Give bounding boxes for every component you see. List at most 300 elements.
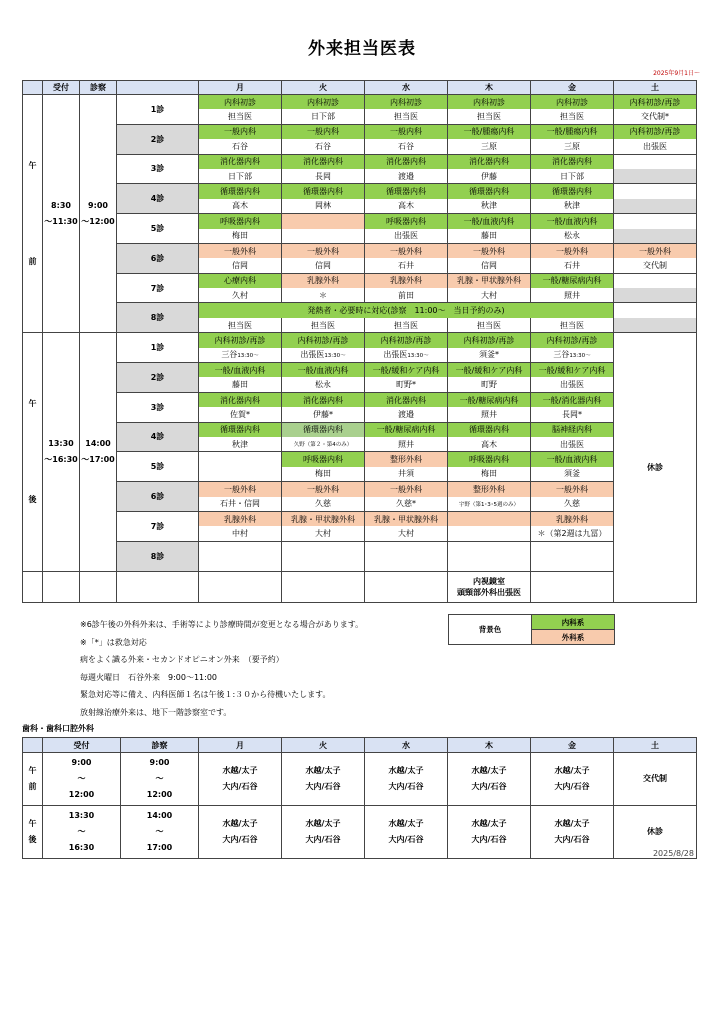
doctor-name: 担当医 <box>560 112 584 122</box>
dental-doctor-line: 水越/太子 <box>222 766 258 775</box>
doctor-name: 久慈 <box>564 499 580 509</box>
schedule-cell-doctor <box>282 109 365 124</box>
schedule-cell-dept: 一般/血液内科 <box>199 363 282 378</box>
reception-time-cell <box>43 333 80 571</box>
period-label: 後 <box>28 494 37 504</box>
schedule-cell-doctor <box>282 139 365 154</box>
schedule-cell-dept: 一般/血液内科 <box>531 452 614 467</box>
schedule-cell-dept: 一般/糖尿病内科 <box>448 392 531 407</box>
doctor-name: 渡邉 <box>398 409 414 419</box>
dental-doctor-line: 大内/石谷 <box>471 782 507 791</box>
schedule-cell-doctor <box>199 229 282 244</box>
doctor-name: 高木 <box>232 201 248 211</box>
extra-blank <box>199 571 282 602</box>
schedule-cell-dept <box>199 452 282 467</box>
legend-label: 背景色 <box>449 615 532 645</box>
slot-label: 3診 <box>117 392 199 422</box>
schedule-cell-doctor <box>531 109 614 124</box>
schedule-cell-doctor <box>531 348 614 363</box>
schedule-row-dept <box>23 184 697 199</box>
exam-time-cell <box>80 333 117 571</box>
doctor-name: 担当医 <box>394 112 418 122</box>
doctor-name: 藤田 <box>232 380 248 390</box>
doctor-name: 石谷 <box>232 141 248 151</box>
doctor-name: 伊藤* <box>313 409 333 419</box>
doctor-name: ＊（第2週は九冨） <box>537 529 607 539</box>
dental-doctors <box>199 753 282 806</box>
dental-header-wed: 水 <box>365 738 448 753</box>
schedule-cell-doctor <box>199 497 282 512</box>
schedule-cell-dept: 一般/緩和ケア内科 <box>448 363 531 378</box>
doctor-name: 出張医 <box>383 350 408 360</box>
schedule-cell-doctor <box>531 556 614 571</box>
issue-date: 2025/8/28 <box>652 849 694 858</box>
start-time: 13:30～ <box>237 353 259 360</box>
schedule-cell-dept <box>282 214 365 229</box>
schedule-row-dept <box>23 422 697 437</box>
dental-reception <box>43 806 121 859</box>
doctor-name: 出張医 <box>560 439 584 449</box>
schedule-cell-dept: 整形外科 <box>365 452 448 467</box>
extra-blank <box>531 571 614 602</box>
schedule-cell-dept: 整形外科 <box>448 482 531 497</box>
extra-blank <box>282 571 365 602</box>
dental-doctors <box>199 806 282 859</box>
doctor-name: 石井 <box>398 260 414 270</box>
doctor-name: 佐賀* <box>230 409 250 419</box>
dental-header-thu: 木 <box>448 738 531 753</box>
doctor-name: 梅田 <box>232 231 248 241</box>
schedule-cell-dept: 内科初診/再診 <box>199 333 282 348</box>
note-line: ※6診午後の外科外来は、手術等により診療時間が変更となる場合があります。 <box>80 620 364 629</box>
schedule-cell-dept: 一般外科 <box>531 243 614 258</box>
schedule-cell-doctor: 担当医 <box>531 318 614 333</box>
dental-reception-line: 9:00 <box>71 758 92 767</box>
doctor-name: 三谷 <box>221 350 238 360</box>
schedule-cell-doctor <box>365 467 448 482</box>
schedule-row-dept <box>23 452 697 467</box>
slot-label: 2診 <box>117 124 199 154</box>
doctor-name: 日下部 <box>560 171 584 181</box>
schedule-cell-dept: 循環器内科 <box>282 422 365 437</box>
schedule-cell-dept: 内科初診/再診 <box>614 95 697 110</box>
doctor-name: 秋津 <box>232 439 248 449</box>
doctor-name: 秋津 <box>564 201 580 211</box>
dental-doctor-line: 水越/太子 <box>554 766 590 775</box>
schedule-cell-doctor <box>531 288 614 303</box>
schedule-cell-dept <box>531 541 614 556</box>
dental-reception <box>43 753 121 806</box>
doctor-name: 石井 <box>564 260 580 270</box>
schedule-cell-doctor <box>531 229 614 244</box>
schedule-cell-dept: 乳腺外科 <box>531 511 614 526</box>
dental-doctors <box>448 753 531 806</box>
schedule-cell-doctor: 担当医 <box>199 318 282 333</box>
doctor-name: 照井 <box>398 439 414 449</box>
schedule-cell-dept <box>448 541 531 556</box>
dental-header-tue: 火 <box>282 738 365 753</box>
start-time: 13:30～ <box>324 353 346 360</box>
extra-blank <box>80 571 117 602</box>
schedule-row-dept <box>23 243 697 258</box>
doctor-name: 日下部 <box>228 171 252 181</box>
schedule-cell-doctor <box>448 556 531 571</box>
dental-doctor-line: 大内/石谷 <box>388 782 424 791</box>
schedule-cell-doctor <box>199 437 282 452</box>
schedule-cell-dept <box>365 541 448 556</box>
schedule-cell-dept: 循環器内科 <box>448 422 531 437</box>
schedule-cell-doctor <box>282 526 365 541</box>
schedule-cell-dept: 乳腺外科 <box>199 511 282 526</box>
schedule-cell-doctor <box>282 497 365 512</box>
schedule-cell-dept: 消化器内科 <box>199 392 282 407</box>
period-label: 午 <box>28 160 37 170</box>
schedule-cell-doctor <box>365 139 448 154</box>
note-line: 毎週火曜日 石谷外来 9:00～11:00 <box>80 672 218 682</box>
schedule-cell-doctor <box>365 348 448 363</box>
doctor-name: 交代制* <box>641 112 669 122</box>
schedule-cell-dept: 一般/腫瘍内科 <box>531 124 614 139</box>
exam-time-end: ～12:00 <box>81 216 115 226</box>
schedule-cell-doctor <box>199 139 282 154</box>
schedule-cell-dept <box>614 214 697 229</box>
schedule-cell-doctor <box>365 437 448 452</box>
schedule-cell-dept: 呼吸器内科 <box>365 214 448 229</box>
schedule-cell-doctor <box>199 258 282 273</box>
dental-doctors <box>365 806 448 859</box>
schedule-cell-doctor <box>365 258 448 273</box>
doctor-name: 石谷 <box>398 141 414 151</box>
doctor-name: 出張医 <box>394 231 418 241</box>
dental-header-row <box>23 738 697 753</box>
schedule-cell-dept: 一般/血液内科 <box>448 214 531 229</box>
dental-period-bottom: 後 <box>28 835 37 844</box>
schedule-cell-doctor <box>531 199 614 214</box>
header-wed: 水 <box>365 81 448 95</box>
schedule-cell-dept: 一般内科 <box>365 124 448 139</box>
extra-blank <box>43 571 80 602</box>
schedule-row-dept <box>23 333 697 348</box>
doctor-name: 藤田 <box>481 231 497 241</box>
schedule-cell-doctor <box>365 288 448 303</box>
doctor-name: 伊藤 <box>481 171 497 181</box>
dental-doctors <box>365 753 448 806</box>
doctor-name: 久慈 <box>315 499 331 509</box>
schedule-cell-dept: 呼吸器内科 <box>282 452 365 467</box>
dental-reception-line: ～ <box>77 827 86 836</box>
extra-blank <box>23 571 43 602</box>
doctor-name: 梅田 <box>315 469 331 479</box>
schedule-cell-doctor <box>448 377 531 392</box>
period-label: 午 <box>28 398 37 408</box>
doctor-name: 町野 <box>481 380 497 390</box>
reception-time-start: 8:30 <box>51 200 71 210</box>
schedule-cell-dept: 心療内科 <box>199 273 282 288</box>
schedule-row-dept <box>23 273 697 288</box>
schedule-cell-doctor: 担当医 <box>282 318 365 333</box>
schedule-cell-doctor <box>531 407 614 422</box>
dental-doctors <box>448 806 531 859</box>
header-reception: 受付 <box>43 81 80 95</box>
exam-time-start: 14:00 <box>85 438 111 448</box>
schedule-cell-doctor <box>199 556 282 571</box>
schedule-cell-dept <box>448 511 531 526</box>
schedule-cell-dept: 内科初診/再診 <box>448 333 531 348</box>
dental-reception-line: 12:00 <box>68 790 95 799</box>
dental-period <box>23 753 43 806</box>
schedule-cell-dept: 一般/緩和ケア内科 <box>531 363 614 378</box>
header-blank <box>23 81 43 95</box>
schedule-cell-dept: 乳腺・甲状腺外科 <box>448 273 531 288</box>
schedule-cell-dept: 一般/血液内科 <box>282 363 365 378</box>
schedule-cell-doctor <box>531 497 614 512</box>
schedule-cell-dept: 循環器内科 <box>448 184 531 199</box>
dental-exam-line: 12:00 <box>146 790 173 799</box>
dental-header-sat: 土 <box>614 738 697 753</box>
dental-exam-line: 17:00 <box>146 843 173 852</box>
schedule-cell-dept: 一般/消化器内科 <box>531 392 614 407</box>
doctor-name: 秋津 <box>481 201 497 211</box>
schedule-cell-doctor: 担当医 <box>448 318 531 333</box>
schedule-cell-doctor: 担当医 <box>365 318 448 333</box>
schedule-cell-doctor <box>282 437 365 452</box>
doctor-name: 梅田 <box>481 469 497 479</box>
dental-row <box>23 753 697 806</box>
ent-doctor-label: 頭頸部外科出張医 <box>457 587 521 597</box>
dental-period-top: 午 <box>28 766 37 775</box>
schedule-cell-doctor <box>365 497 448 512</box>
endoscopy-cell <box>448 571 531 602</box>
doctor-name: 三原 <box>481 141 497 151</box>
exam-time-end: ～17:00 <box>81 454 115 464</box>
schedule-row-dept <box>23 511 697 526</box>
schedule-row-dept <box>23 363 697 378</box>
start-time: 13:30～ <box>569 353 591 360</box>
dental-reception-line: 16:30 <box>68 843 95 852</box>
dental-saturday: 休診 <box>614 806 697 859</box>
schedule-cell-doctor <box>365 109 448 124</box>
doctor-name: 久村 <box>232 290 248 300</box>
doctor-name: 久野（第２・第4のみ） <box>293 442 353 449</box>
slot-label: 4診 <box>117 422 199 452</box>
schedule-cell-doctor <box>448 288 531 303</box>
schedule-cell-dept <box>282 541 365 556</box>
schedule-row-dept <box>23 154 697 169</box>
schedule-cell-dept: 乳腺・甲状腺外科 <box>365 511 448 526</box>
dental-header-fri: 金 <box>531 738 614 753</box>
schedule-cell-doctor <box>448 407 531 422</box>
dental-exam-line: ～ <box>155 774 164 783</box>
schedule-cell-doctor <box>448 229 531 244</box>
notes <box>80 616 363 722</box>
period-cell <box>23 333 43 571</box>
schedule-cell-doctor <box>614 229 697 244</box>
schedule-cell-dept <box>614 303 697 318</box>
schedule-cell-doctor <box>365 526 448 541</box>
dental-header-reception: 受付 <box>43 738 121 753</box>
dental-doctor-line: 大内/石谷 <box>305 835 341 844</box>
schedule-cell-doctor <box>282 169 365 184</box>
schedule-cell-doctor <box>282 467 365 482</box>
header-row <box>23 81 697 95</box>
doctor-name: 高木 <box>398 201 414 211</box>
doctor-name: 出張医 <box>643 141 667 151</box>
schedule-row-dept <box>23 482 697 497</box>
start-time: 13:30～ <box>407 353 429 360</box>
doctor-name: 照井 <box>564 290 580 300</box>
dental-doctors <box>282 753 365 806</box>
schedule-cell-doctor <box>199 169 282 184</box>
doctor-name: 石谷 <box>315 141 331 151</box>
outpatient-schedule-table <box>22 80 697 603</box>
schedule-cell-dept: 内科初診 <box>531 95 614 110</box>
schedule-cell-dept: 内科初診 <box>448 95 531 110</box>
note-line: ※「*」は救急対応 <box>80 637 147 647</box>
slot-label: 1診 <box>117 333 199 363</box>
schedule-cell-dept: 内科初診/再診 <box>614 124 697 139</box>
doctor-name: 松永 <box>564 231 580 241</box>
exam-time-cell <box>80 95 117 333</box>
schedule-cell-dept: 一般外科 <box>614 243 697 258</box>
schedule-cell-doctor <box>448 139 531 154</box>
schedule-cell-dept: 循環器内科 <box>199 184 282 199</box>
reception-time-end: ～16:30 <box>44 454 78 464</box>
schedule-cell-dept: 循環器内科 <box>199 422 282 437</box>
schedule-cell-doctor <box>199 109 282 124</box>
schedule-cell-doctor <box>448 109 531 124</box>
doctor-name: 担当医 <box>228 112 252 122</box>
schedule-cell-doctor <box>531 169 614 184</box>
extra-blank <box>365 571 448 602</box>
schedule-cell-doctor <box>614 139 697 154</box>
schedule-cell-doctor <box>448 526 531 541</box>
exam-time-start: 9:00 <box>88 200 108 210</box>
color-legend <box>448 614 615 645</box>
doctor-name: 宇野（第1･3･5週のみ） <box>459 501 519 508</box>
schedule-cell-dept: 循環器内科 <box>531 184 614 199</box>
doctor-name: 担当医 <box>477 112 501 122</box>
schedule-cell-dept: 消化器内科 <box>531 154 614 169</box>
schedule-cell-doctor <box>199 288 282 303</box>
dental-doctor-line: 大内/石谷 <box>471 835 507 844</box>
schedule-cell-doctor <box>199 348 282 363</box>
header-exam: 診察 <box>80 81 117 95</box>
schedule-cell-dept: 一般/糖尿病内科 <box>365 422 448 437</box>
schedule-cell-dept: 消化器内科 <box>365 154 448 169</box>
endoscopy-label: 内視鏡室 <box>473 576 505 586</box>
doctor-name: 三谷 <box>553 350 570 360</box>
dental-exam-line: 9:00 <box>149 758 170 767</box>
reception-time-cell <box>43 95 80 333</box>
schedule-cell-doctor <box>448 467 531 482</box>
schedule-cell-dept: 消化器内科 <box>199 154 282 169</box>
schedule-cell-doctor <box>282 258 365 273</box>
legend-surgical: 外科系 <box>532 630 615 645</box>
schedule-cell-dept: 消化器内科 <box>282 392 365 407</box>
doctor-name: 渡邉 <box>398 171 414 181</box>
slot-label: 5診 <box>117 452 199 482</box>
schedule-cell-dept: 乳腺・甲状腺外科 <box>282 511 365 526</box>
schedule-cell-doctor <box>614 288 697 303</box>
doctor-name: 中村 <box>232 529 248 539</box>
schedule-row-dept <box>23 124 697 139</box>
doctor-name: 出張医 <box>300 350 325 360</box>
page-title: 外来担当医表 <box>308 39 416 59</box>
schedule-cell-doctor <box>531 258 614 273</box>
note-line: 病をよく識る外来・セカンドオピニオン外来 （要予約） <box>80 655 284 665</box>
schedule-cell-doctor <box>614 258 697 273</box>
schedule-cell-doctor <box>448 199 531 214</box>
schedule-cell-dept: 脳神経内科 <box>531 422 614 437</box>
schedule-cell-doctor <box>448 497 531 512</box>
schedule-cell-doctor <box>199 407 282 422</box>
schedule-cell-doctor <box>614 199 697 214</box>
dental-doctor-line: 水越/太子 <box>388 819 424 828</box>
doctor-name: 大村 <box>398 529 414 539</box>
dental-doctors <box>282 806 365 859</box>
doctor-name: 大村 <box>315 529 331 539</box>
doctor-name: 交代制 <box>643 260 667 270</box>
doctor-name: 照井 <box>481 409 497 419</box>
slot-label: 2診 <box>117 363 199 393</box>
schedule-cell-doctor <box>199 377 282 392</box>
dental-doctor-line: 水越/太子 <box>471 819 507 828</box>
schedule-cell-doctor <box>282 377 365 392</box>
doctor-name: 高木 <box>481 439 497 449</box>
schedule-cell-doctor <box>448 437 531 452</box>
doctor-name: 長岡 <box>315 171 331 181</box>
doctor-name: 岡林 <box>315 201 331 211</box>
doctor-name: 石井・信岡 <box>220 499 260 509</box>
slot-label: 8診 <box>117 541 199 571</box>
schedule-cell-doctor <box>282 556 365 571</box>
doctor-name: 三原 <box>564 141 580 151</box>
schedule-cell-doctor <box>199 526 282 541</box>
dental-exam-line: 14:00 <box>146 811 173 820</box>
schedule-cell-doctor <box>531 437 614 452</box>
doctor-name: 前田 <box>398 290 414 300</box>
slot-label: 4診 <box>117 184 199 214</box>
header-sat: 土 <box>614 81 697 95</box>
note-line: 緊急対応等に備え、内科医師１名は午後１:３０から待機いたします。 <box>80 690 331 700</box>
header-thu: 木 <box>448 81 531 95</box>
dental-header-blank <box>23 738 43 753</box>
schedule-cell-doctor <box>365 169 448 184</box>
schedule-cell-doctor <box>365 377 448 392</box>
schedule-cell-doctor <box>614 109 697 124</box>
schedule-cell-dept: 循環器内科 <box>282 184 365 199</box>
slot-label: 8診 <box>117 303 199 333</box>
schedule-cell-doctor <box>365 407 448 422</box>
schedule-cell-doctor <box>365 229 448 244</box>
schedule-cell-dept: 乳腺外科 <box>365 273 448 288</box>
dental-saturday: 交代制 <box>614 753 697 806</box>
schedule-cell-dept: 循環器内科 <box>365 184 448 199</box>
dental-doctor-line: 水越/太子 <box>471 766 507 775</box>
schedule-cell-doctor <box>531 467 614 482</box>
schedule-cell-doctor <box>531 526 614 541</box>
schedule-cell-dept: 一般/緩和ケア内科 <box>365 363 448 378</box>
schedule-cell-doctor <box>448 258 531 273</box>
doctor-name: 信岡 <box>315 260 331 270</box>
schedule-cell-doctor <box>365 556 448 571</box>
slot-label: 6診 <box>117 243 199 273</box>
dental-doctor-line: 大内/石谷 <box>554 835 590 844</box>
header-tue: 火 <box>282 81 365 95</box>
schedule-cell-doctor <box>614 318 697 333</box>
doctor-name: 大村 <box>481 290 497 300</box>
dental-doctors <box>531 806 614 859</box>
